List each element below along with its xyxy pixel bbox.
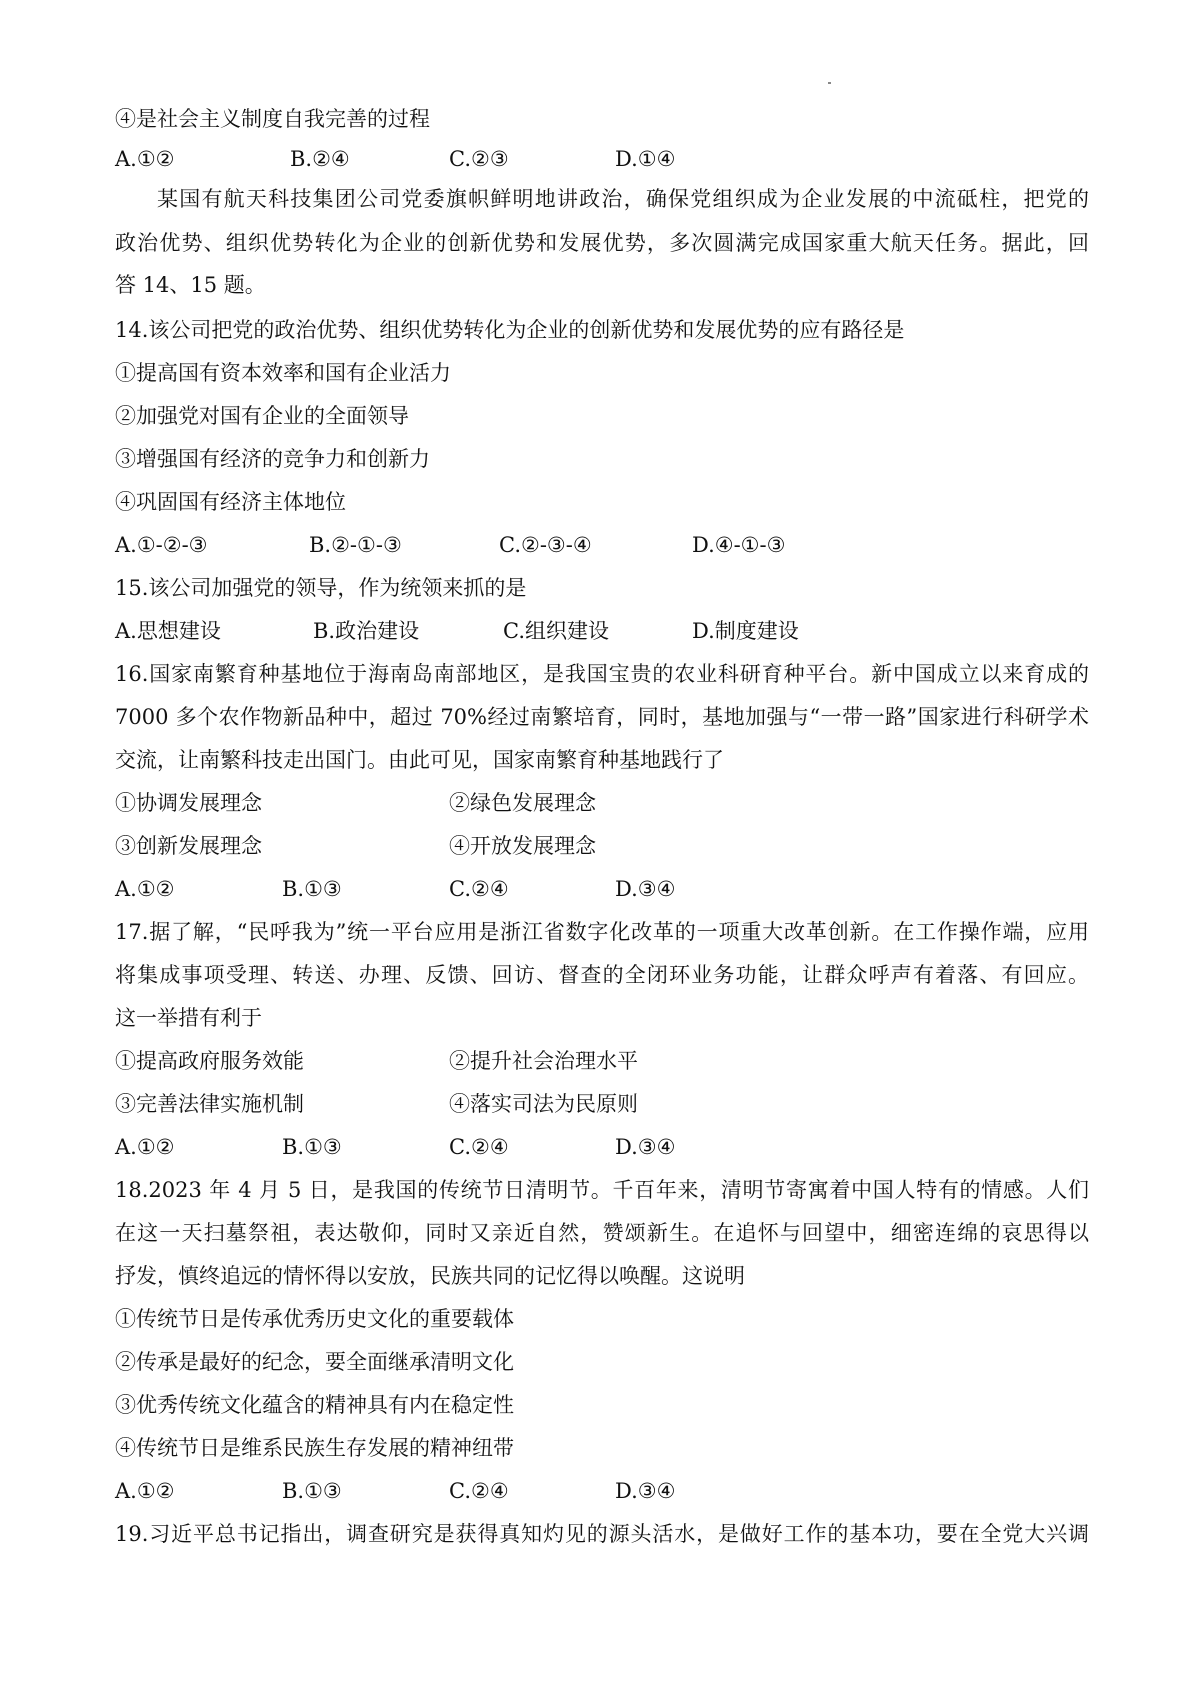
q18-stem-line: 18.2023 年 4 月 5 日，是我国的传统节日清明节。千百年来，清明节寄寓着中国人特有的情感。人们	[115, 1178, 1089, 1202]
q14-item-1: ①提高国有资本效率和国有企业活力	[115, 361, 451, 385]
q13-item-4: ④是社会主义制度自我完善的过程	[115, 107, 430, 131]
q16-stem-line: 16.国家南繁育种基地位于海南岛南部地区，是我国宝贵的农业科研育种平台。新中国成立以来育成的	[115, 662, 1089, 686]
q16-stem-line: 交流，让南繁科技走出国门。由此可见，国家南繁育种基地践行了	[115, 748, 724, 772]
q17-option-b: B.①③	[282, 1135, 342, 1159]
q14-option-b: B.②-①-③	[309, 533, 402, 557]
q18-item-1: ①传统节日是传承优秀历史文化的重要载体	[115, 1307, 514, 1331]
q17-item-2: ②提升社会治理水平	[449, 1049, 638, 1073]
q14-option-a: A.①-②-③	[115, 533, 208, 557]
q15-option-c: C.组织建设	[503, 619, 609, 643]
q16-option-a: A.①②	[115, 877, 175, 901]
q13-option-a: A.①②	[115, 147, 175, 171]
q16-item-4: ④开放发展理念	[449, 834, 596, 858]
passage-line: 某国有航天科技集团公司党委旗帜鲜明地讲政治，确保党组织成为企业发展的中流砥柱，把党的	[157, 187, 1089, 211]
q14-item-2: ②加强党对国有企业的全面领导	[115, 404, 409, 428]
q18-item-4: ④传统节日是维系民族生存发展的精神纽带	[115, 1436, 514, 1460]
q16-item-3: ③创新发展理念	[115, 834, 262, 858]
q19-stem: 19.习近平总书记指出，调查研究是获得真知灼见的源头活水，是做好工作的基本功，要在全党大兴调	[115, 1522, 1089, 1546]
passage-line: 政治优势、组织优势转化为企业的创新优势和发展优势，多次圆满完成国家重大航天任务。据此，回	[115, 231, 1089, 255]
q14-option-d: D.④-①-③	[692, 533, 786, 557]
q17-option-c: C.②④	[449, 1135, 509, 1159]
q14-item-3: ③增强国有经济的竞争力和创新力	[115, 447, 430, 471]
q13-option-c: C.②③	[449, 147, 509, 171]
q14-stem: 14.该公司把党的政治优势、组织优势转化为企业的创新优势和发展优势的应有路径是	[115, 318, 905, 342]
q17-stem-line: 17.据了解，“民呼我为”统一平台应用是浙江省数字化改革的一项重大改革创新。在工作操作端，应用	[115, 920, 1089, 944]
q15-option-a: A.思想建设	[115, 619, 221, 643]
q13-option-b: B.②④	[290, 147, 350, 171]
q16-option-d: D.③④	[615, 877, 676, 901]
q17-item-4: ④落实司法为民原则	[449, 1092, 638, 1116]
q15-option-d: D.制度建设	[692, 619, 799, 643]
q14-option-c: C.②-③-④	[499, 533, 592, 557]
q18-option-a: A.①②	[115, 1479, 175, 1503]
q16-item-2: ②绿色发展理念	[449, 791, 596, 815]
scan-speck	[828, 82, 831, 84]
q15-stem: 15.该公司加强党的领导，作为统领来抓的是	[115, 576, 527, 600]
q15-option-b: B.政治建设	[313, 619, 420, 643]
q18-option-c: C.②④	[449, 1479, 509, 1503]
q17-option-d: D.③④	[615, 1135, 676, 1159]
q16-option-b: B.①③	[282, 877, 342, 901]
q18-item-3: ③优秀传统文化蕴含的精神具有内在稳定性	[115, 1393, 514, 1417]
q16-item-1: ①协调发展理念	[115, 791, 262, 815]
q17-item-3: ③完善法律实施机制	[115, 1092, 304, 1116]
passage-line: 答 14、15 题。	[115, 273, 266, 297]
q18-option-d: D.③④	[615, 1479, 676, 1503]
q18-stem-line: 抒发，慎终追远的情怀得以安放，民族共同的记忆得以唤醒。这说明	[115, 1264, 745, 1288]
q17-item-1: ①提高政府服务效能	[115, 1049, 304, 1073]
q16-stem-line: 7000 多个农作物新品种中，超过 70%经过南繁培育，同时，基地加强与“一带一路”国家进行科研学术	[115, 705, 1089, 729]
q18-stem-line: 在这一天扫墓祭祖，表达敬仰，同时又亲近自然，赞颂新生。在追怀与回望中，细密连绵的哀思得以	[115, 1221, 1089, 1245]
q17-stem-line: 这一举措有利于	[115, 1006, 262, 1030]
q18-option-b: B.①③	[282, 1479, 342, 1503]
q17-option-a: A.①②	[115, 1135, 175, 1159]
q14-item-4: ④巩固国有经济主体地位	[115, 490, 346, 514]
q17-stem-line: 将集成事项受理、转送、办理、反馈、回访、督查的全闭环业务功能，让群众呼声有着落、有回应。	[115, 963, 1089, 987]
q16-option-c: C.②④	[449, 877, 509, 901]
q18-item-2: ②传承是最好的纪念，要全面继承清明文化	[115, 1350, 514, 1374]
q13-option-d: D.①④	[615, 147, 676, 171]
